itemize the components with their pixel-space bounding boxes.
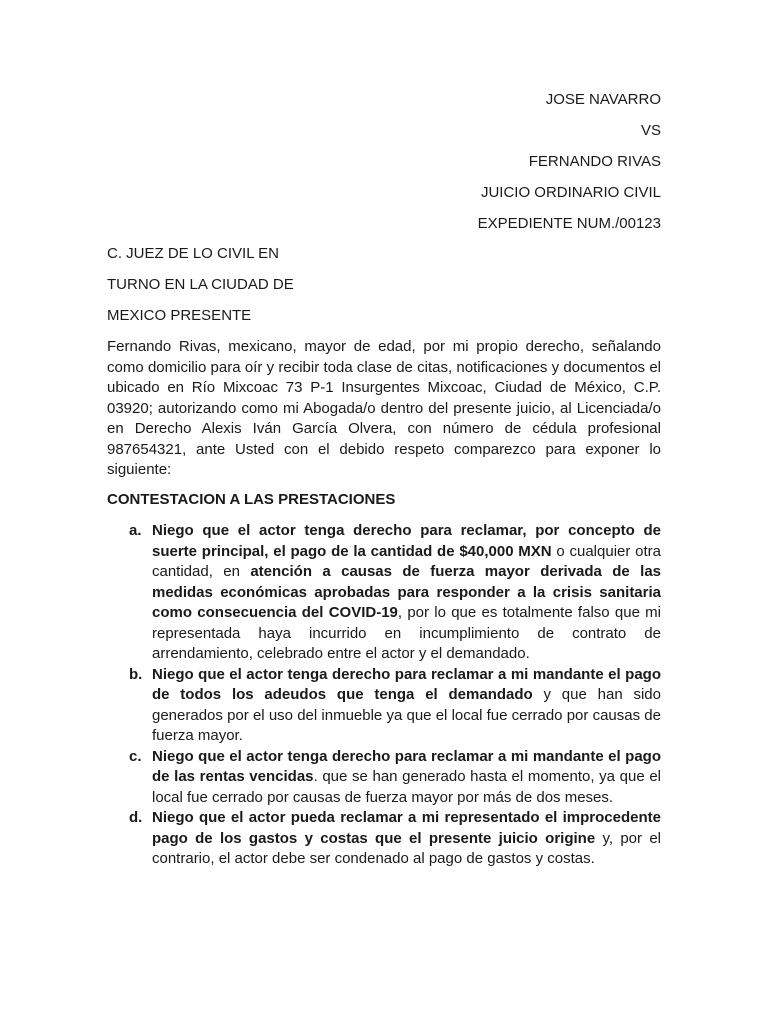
addressee-line-3: MEXICO PRESENTE: [107, 307, 252, 324]
list-item: [107, 665, 661, 747]
item-bold-text: Niego que el actor tenga derecho para reclamar a mi mandante el pago de todos los adeudos que tenga el demandado: [152, 665, 661, 703]
item-bold-text: atención a causas de fuerza mayor derivada de las medidas económicas aprobadas para responder a la crisis sanitaria como consecuencia del COVID-19: [152, 563, 661, 621]
item-text: , por lo que es totalmente falso que mi representada haya incurrido en incumplimiento de contrato de arrendamiento, celebrado entre el actor y el demandado.: [152, 604, 662, 662]
plaintiff-name: JOSE NAVARRO: [545, 91, 661, 108]
file-number: EXPEDIENTE NUM./00123: [477, 215, 661, 232]
defendant-name: FERNANDO RIVAS: [528, 153, 661, 170]
list-item: [107, 747, 661, 809]
trial-type: JUICIO ORDINARIO CIVIL: [480, 184, 661, 201]
item-text: y que han sido generados por el uso del inmueble ya que el local fue cerrado por causas de fuerza mayor.: [152, 686, 661, 744]
versus-label: VS: [640, 122, 661, 139]
addressee-line-1: C. JUEZ DE LO CIVIL EN: [107, 245, 279, 262]
intro-paragraph: Fernando Rivas, mexicano, mayor de edad, por mi propio derecho, señalando como domicilio para oír y recibir toda clase de citas, notificaciones y documentos el ubicado en Río Mixcoac 73 P-1 Insurgentes Mixcoac, Ciudad de México, C.P. 03920; autorizando como mi Abogada/o dentro del presente juicio, al Licenciada/o en Derecho Alexis Iván García Olvera, con número de cédula profesional 987654321, ante Usted con el debido respeto comparezco para exponer lo siguiente:: [107, 338, 661, 478]
list-marker: b.: [129, 665, 143, 683]
addressee-line-2: TURNO EN LA CIUDAD DE: [107, 276, 294, 293]
list-marker: d.: [129, 809, 143, 826]
case-header: [478, 90, 661, 245]
item-text: . que se han generado hasta el momento, ya que el local fue cerrado por causas de fuerza mayor por más de dos meses.: [152, 768, 661, 806]
addressee-block: [107, 244, 294, 337]
list-item: [107, 808, 661, 870]
item-bold-text: Niego que el actor pueda reclamar a mi representado el improcedente pago de los gastos y costas que el presente juicio origine: [152, 809, 661, 847]
item-bold-text: Niego que el actor tenga derecho para reclamar, por concepto de suerte principal, el pago de la cantidad de $40,000 MXN: [152, 522, 661, 560]
claims-list: [107, 521, 661, 870]
item-text: o cualquier otra cantidad, en: [152, 542, 661, 580]
list-marker: a.: [129, 522, 142, 539]
list-marker: c.: [129, 747, 142, 765]
section-title: CONTESTACION A LAS PRESTACIONES: [107, 491, 396, 508]
list-item: [107, 521, 661, 665]
item-text: y, por el contrario, el actor debe ser condenado al pago de gastos y costas.: [152, 829, 661, 867]
item-bold-text: Niego que el actor tenga derecho para reclamar a mi mandante el pago de las rentas vencidas: [152, 747, 661, 785]
